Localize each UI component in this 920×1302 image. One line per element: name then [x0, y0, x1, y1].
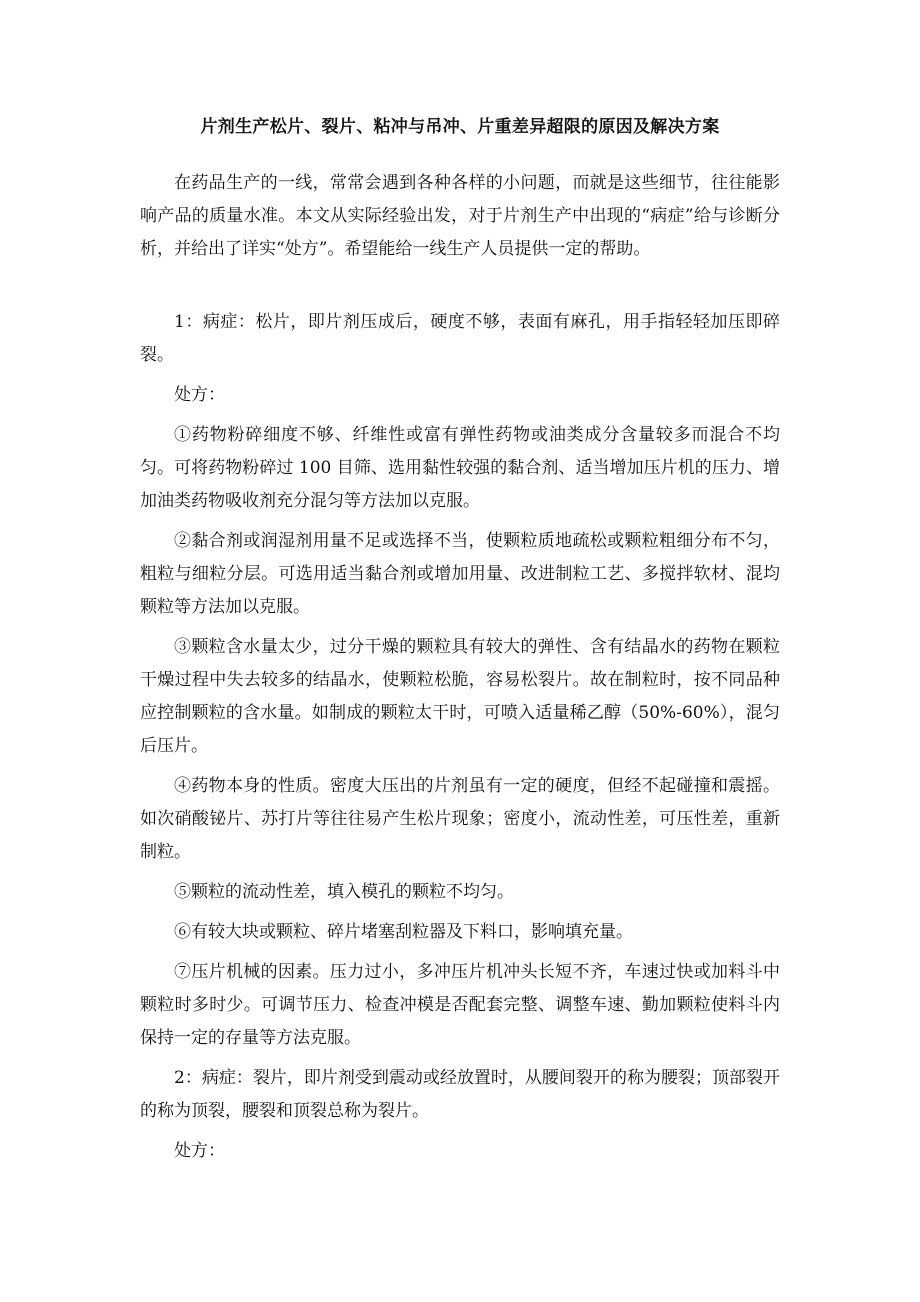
- section1-item-4: ④药物本身的性质。密度大压出的片剂虽有一定的硬度，但经不起碰撞和震摇。如次硝酸铋片、苏打片等往往易产生松片现象；密度小，流动性差，可压性差，重新制粒。: [140, 776, 780, 862]
- section1-item-6: ⑥有较大块或颗粒、碎片堵塞刮粒器及下料口，影响填充量。: [174, 922, 633, 942]
- section1-item-2: ②黏合剂或润湿剂用量不足或选择不当，使颗粒质地疏松或颗粒粗细分布不匀，粗粒与细粒分层。可选用适当黏合剂或增加用量、改进制粒工艺、多搅拌软材、混均颗粒等方法加以克服。: [140, 531, 780, 617]
- section2-symptom: 2：病症：裂片，即片剂受到震动或经放置时，从腰间裂开的称为腰裂；顶部裂开的称为顶裂，腰裂和顶裂总称为裂片。: [140, 1068, 780, 1121]
- section1-item-3: ③颗粒含水量太少，过分干燥的颗粒具有较大的弹性、含有结晶水的药物在颗粒干燥过程中失去较多的结晶水，使颗粒松脆，容易松裂片。故在制粒时，按不同品种应控制颗粒的含水量。如制成的颗粒太干时，可喷入适量稀乙醇（50%-60%），混匀后压片。: [140, 637, 780, 756]
- section1-item-5: ⑤颗粒的流动性差，填入模孔的颗粒不均匀。: [174, 882, 514, 902]
- section-spacer: [140, 266, 780, 306]
- section1-prescription-label: 处方：: [174, 385, 225, 405]
- section1-symptom: 1：病症：松片，即片剂压成后，硬度不够，表面有麻孔，用手指轻轻加压即碎裂。: [140, 312, 780, 365]
- document-title: 片剂生产松片、裂片、粘冲与吊冲、片重差异超限的原因及解决方案: [200, 117, 720, 137]
- section1-item-7: ⑦压片机械的因素。压力过小，多冲压片机冲头长短不齐，车速过快或加料斗中颗粒时多时少。可调节压力、检查冲模是否配套完整、调整车速、勤加颗粒使料斗内保持一定的存量等方法克服。: [140, 962, 780, 1048]
- intro-paragraph: 在药品生产的一线，常常会遇到各种各样的小问题，而就是这些细节，往往能影响产品的质量水准。本文从实际经验出发，对于片剂生产中出现的“病症”给与诊断分析，并给出了详实“处方”。希望能给一线生产人员提供一定的帮助。: [140, 173, 780, 259]
- section2-prescription-label: 处方：: [174, 1141, 225, 1161]
- section1-item-1: ①药物粉碎细度不够、纤维性或富有弹性药物或油类成分含量较多而混合不均匀。可将药物粉碎过 100 目筛、选用黏性较强的黏合剂、适当增加压片机的压力、增加油类药物吸收剂充分混匀等方法加以克服。: [140, 425, 780, 511]
